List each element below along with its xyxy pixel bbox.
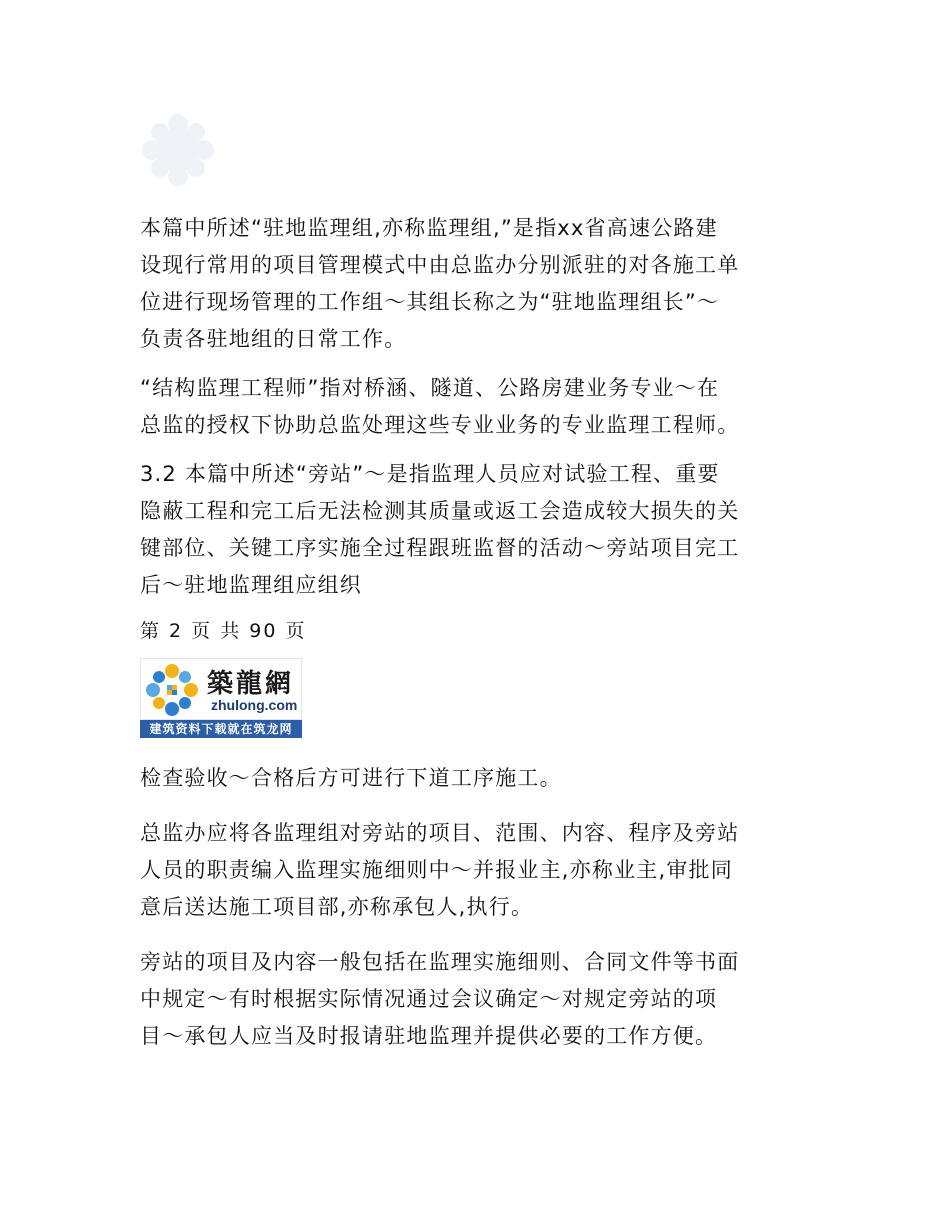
document-page [140,210,830,1055]
page-number: 第 2 页 共 90 页 [140,620,307,642]
paragraph-supervision-office: 总监办应将各监理组对旁站的项目、范围、内容、程序及旁站 人员的职责编入监理实施细则中～并报业主,亦称业主,审批同 意后送达施工项目部,亦称承包人,执行。 [140,821,740,919]
paragraph-inspection: 检查验收～合格后方可进行下道工序施工。 [140,766,562,790]
logo-mark-icon [143,661,201,719]
paragraph-structural-engineer: “结构监理工程师”指对桥涵、隧道、公路房建业务专业～在 总监的授权下协助总监处理这些专业业务的专业监理工程师。 [140,376,740,437]
zhulong-logo [140,658,302,738]
logo-slogan: 建筑资料下载就在筑龙网 [140,720,302,738]
logo-url: zhulong.com [211,697,298,713]
logo-panel [140,658,302,720]
paragraph-side-station: 3.2 本篇中所述“旁站”～是指监理人员应对试验工程、重要 隐蔽工程和完工后无法检测其质量或返工会造成较大损失的关 键部位、关键工序实施全过程跟班监督的活动～旁站项目完工 后～驻地监理组应组织 [140,462,740,597]
paragraph-side-station-items: 旁站的项目及内容一般包括在监理实施细则、合同文件等书面 中规定～有时根据实际情况通过会议确定～对规定旁站的项 目～承包人应当及时报请驻地监理并提供必要的工作方便。 [140,950,740,1048]
watermark-logo [138,112,218,188]
logo-chinese-name: 築龍網 [207,669,295,699]
paragraph-resident-supervision-group: 本篇中所述“驻地监理组,亦称监理组,”是指xx省高速公路建 设现行常用的项目管理模式中由总监办分别派驻的对各施工单 位进行现场管理的工作组～其组长称之为“驻地监理组长”～ 负责各驻地组的日常工作。 [140,216,740,351]
